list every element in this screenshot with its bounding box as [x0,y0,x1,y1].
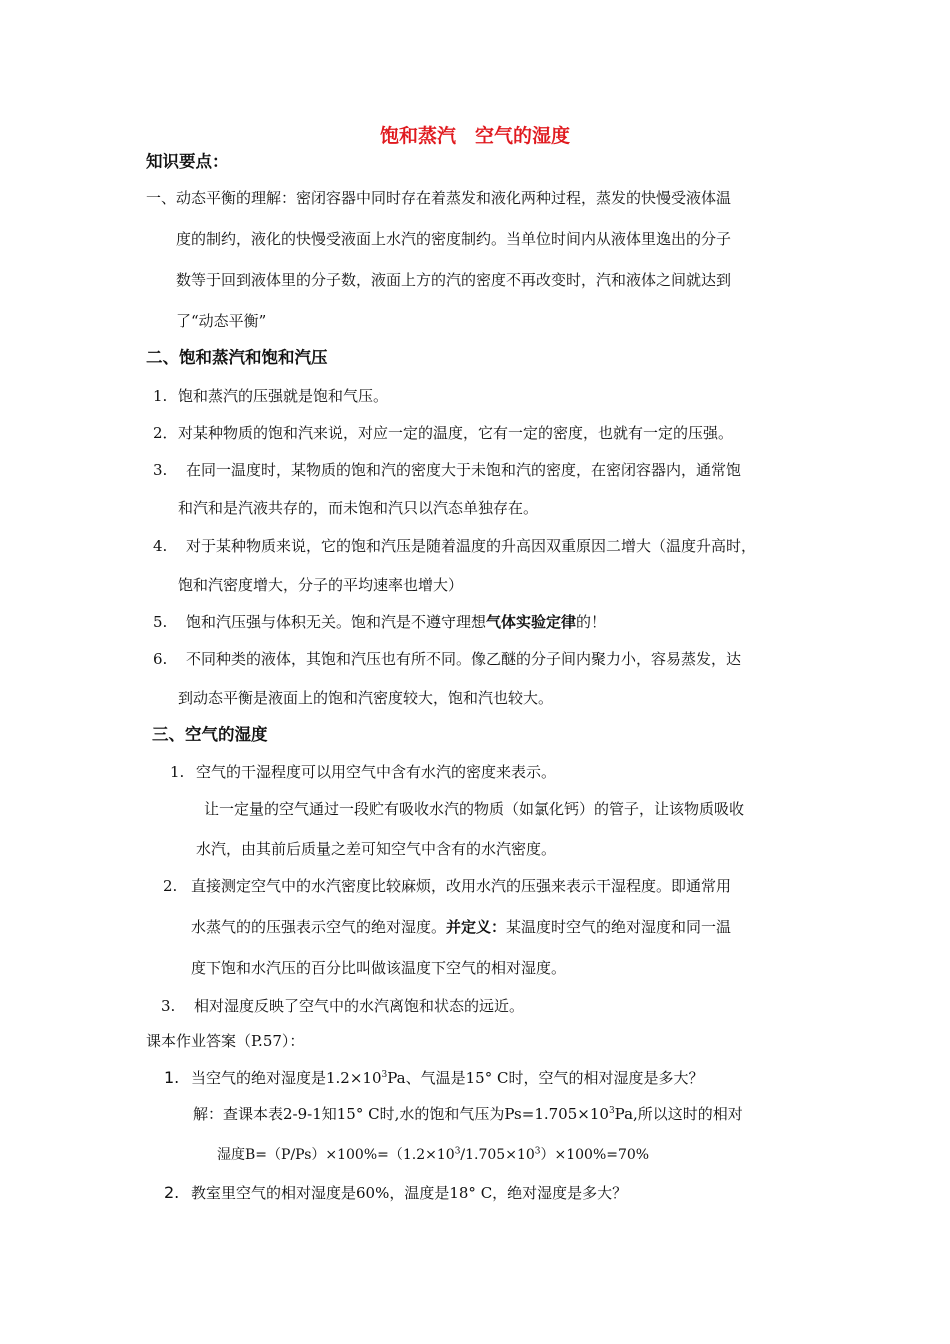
text-segment: 某温度时空气的绝对湿度和同一温 [506,918,732,936]
list-item-number: 1. [153,387,168,405]
section1-line1: 一、动态平衡的理解：密闭容器中同时存在着蒸发和液化两种过程，蒸发的快慢受液体温 [146,189,732,207]
text-segment: 饱和汽压强与体积无关。饱和汽是不遵守理想 [186,613,487,631]
list-item-text: 不同种类的液体，其饱和汽压也有所不同。像乙醚的分子间内聚力小，容易蒸发，达 [186,650,742,668]
text-segment: 的！ [576,613,607,631]
list-item-text: 和汽和是汽液共存的，而未饱和汽只以汽态单独存在。 [178,499,539,517]
list-item-number: 3. [161,997,176,1015]
paragraph-line: 水汽，由其前后质量之差可知空气中含有的水汽密度。 [196,840,557,858]
section2-heading: 二、饱和蒸汽和饱和汽压 [146,348,328,367]
bold-term: 气体实验定律 [486,613,577,631]
text-segment: 水蒸气的的压强表示空气的绝对湿度。 [191,918,447,936]
list-item-text: 到动态平衡是液面上的饱和汽密度较大，饱和汽也较大。 [178,689,554,707]
list-item-number: 6. [153,650,168,668]
paragraph-line: 让一定量的空气通过一段贮有吸收水汽的物质（如氯化钙）的管子，让该物质吸收 [204,800,745,818]
list-item-text: 饱和汽密度增大，分子的平均速率也增大） [178,576,464,594]
text-segment: 湿度B=（P/Ps）×100%=（1.2×10 [217,1147,455,1163]
superscript: 3 [534,1146,541,1157]
list-item-text: 在同一温度时，某物质的饱和汽的密度大于未饱和汽的密度，在密闭容器内，通常饱 [186,461,742,479]
answer-line [217,1145,649,1165]
question-text [191,1068,703,1088]
section1-line2: 度的制约，液化的快慢受液面上水汽的密度制约。当单位时间内从液体里逸出的分子 [176,230,732,248]
list-item-number: 5. [153,613,168,631]
list-item-text [191,917,731,937]
bold-term: 并定义： [446,918,507,936]
list-item-text: 对于某种物质来说，它的饱和汽压是随着温度的升高因双重原因二增大（温度升高时， [186,537,757,555]
answer-line [193,1104,743,1124]
text-segment: /1.705×10 [460,1147,535,1163]
list-item-number: 2. [163,877,178,895]
text-segment: Pa、气温是15° C时，空气的相对湿度是多大？ [387,1069,704,1087]
superscript: 3 [454,1146,461,1157]
homework-heading: 课本作业答案（P.57）： [146,1032,305,1050]
list-item-text: 直接测定空气中的水汽密度比较麻烦，改用水汽的压强来表示干湿程度。即通常用 [191,877,732,895]
list-item-text: 饱和蒸汽的压强就是饱和气压。 [178,387,389,405]
list-item-number: 4. [153,537,168,555]
section1-line3: 数等于回到液体里的分子数，液面上方的汽的密度不再改变时，汽和液体之间就达到 [176,271,732,289]
section1-line4: 了“动态平衡” [176,312,267,330]
question-text: 教室里空气的相对湿度是60%，温度是18° C，绝对湿度是多大？ [191,1184,628,1202]
page-title: 饱和蒸汽 空气的湿度 [379,125,570,147]
list-item-text: 对某种物质的饱和汽来说，对应一定的温度，它有一定的密度，也就有一定的压强。 [178,424,734,442]
section3-heading: 三、空气的湿度 [152,725,268,744]
text-segment: 当空气的绝对湿度是1.2×10 [191,1069,382,1087]
question-number: 2. [164,1183,180,1202]
text-segment: ）×100%=70% [540,1147,650,1163]
knowledge-heading: 知识要点： [146,152,229,171]
list-item-text: 空气的干湿程度可以用空气中含有水汽的密度来表示。 [196,763,557,781]
list-item-number: 3. [153,461,168,479]
superscript: 3 [608,1106,615,1116]
list-item-text: 相对湿度反映了空气中的水汽离饱和状态的远近。 [194,997,525,1015]
text-segment: 解：查课本表2-9-1知15° C时,水的饱和气压为Ps=1.705×10 [193,1105,609,1123]
list-item-text [186,612,606,632]
list-item-number: 1. [170,763,185,781]
superscript: 3 [381,1070,388,1080]
text-segment: Pa,所以这时的相对 [614,1105,743,1123]
question-number: 1. [164,1068,180,1087]
list-item-number: 2． [153,424,178,442]
list-item-text: 度下饱和水汽压的百分比叫做该温度下空气的相对湿度。 [191,959,567,977]
